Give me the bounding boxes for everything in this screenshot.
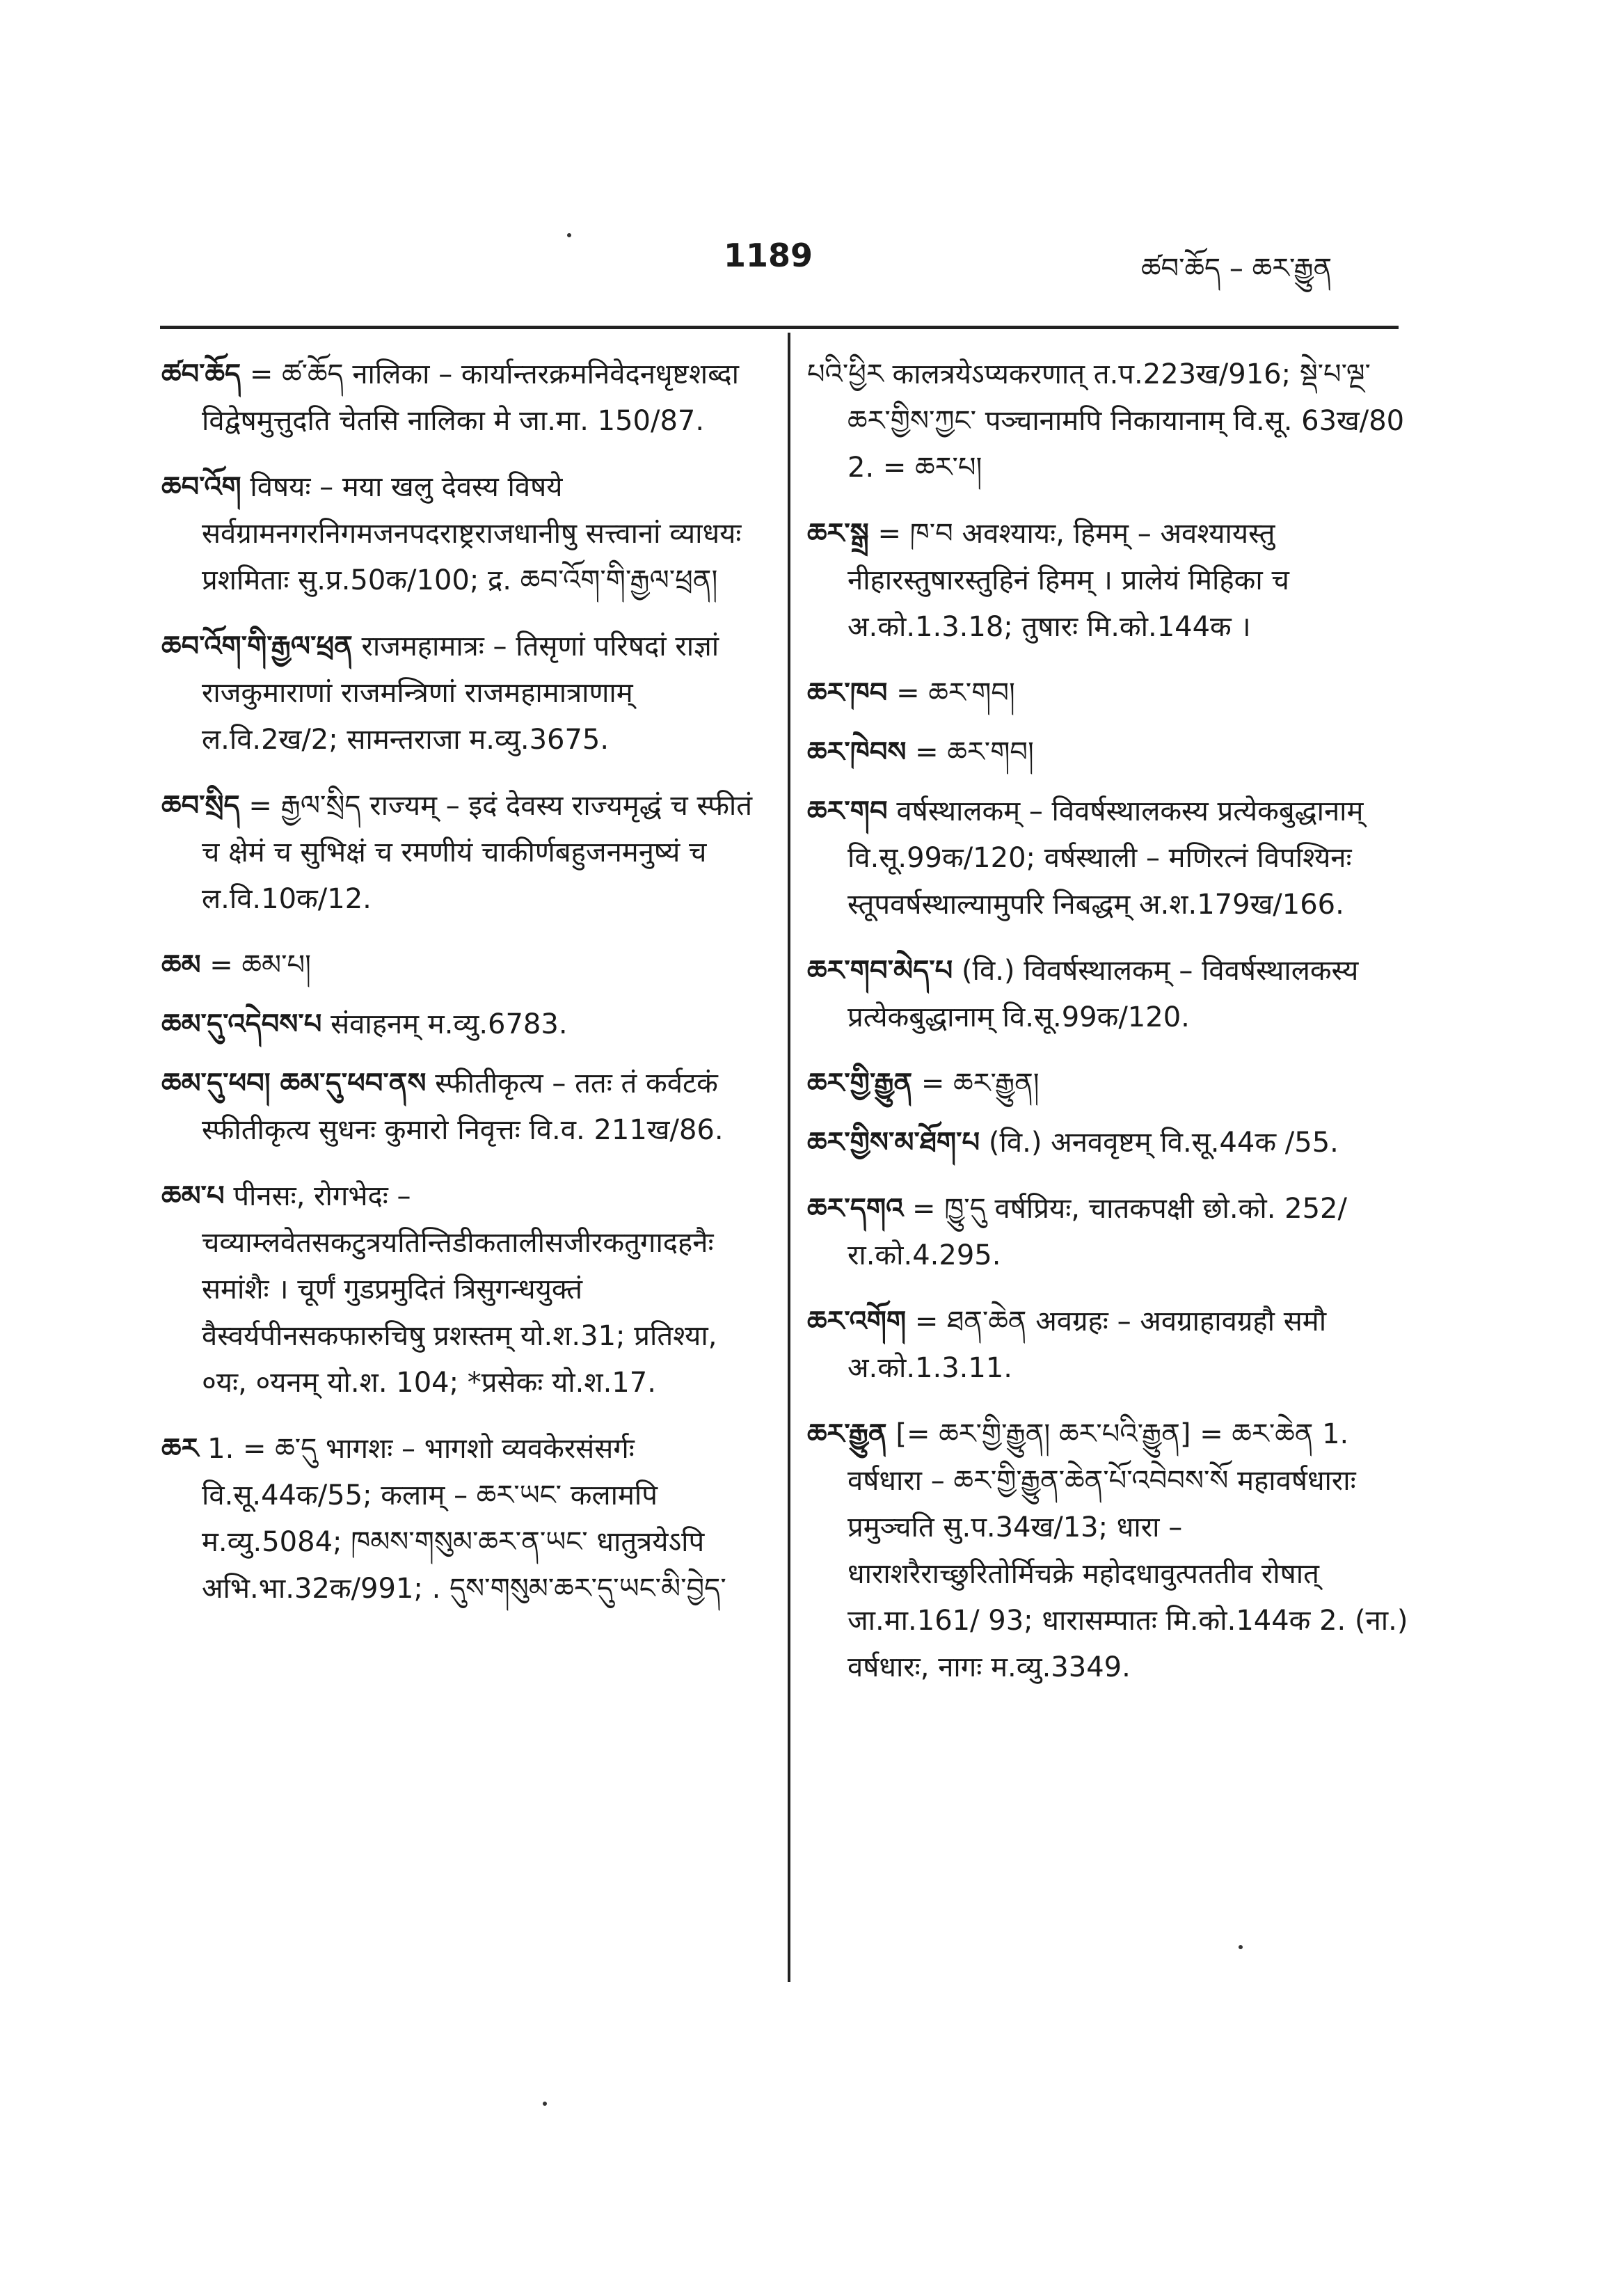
- entry-body: स्फीतीकृत्य – ततः तं कर्वटकं स्फीतीकृत्य सुधनः कुमारो निवृत्तः वि.व. 211ख/86.: [202, 1067, 724, 1146]
- entry-body: = རྒྱལ་སྲིད राज्यम् – इदं देवस्य राज्यमृद्धं च स्फीतं च क्षेमं च सुभिक्षं च रमणीयं चाकीर्णबहुजनमनुष्यं च ल.वि.10क/12.: [202, 790, 753, 915]
- dictionary-entry: [161, 464, 767, 604]
- right-column: [807, 351, 1412, 1710]
- entry-body: [= ཆར་གྱི་རྒྱུན། ཆར་པའི་རྒྱུན] = ཆར་ཆེན 1. वर्षधारा – ཆར་གྱི་རྒྱུན་ཆེན་པོ་འབེབས་སོ महावर्षधाराः प्रमुञ्चति सु.प.34ख/13; धारा – धाराशरैराच्छुरितोर्मिचक्रे महोदधावुत्पततीव रोषात् जा.मा.161/ 93; धारासम्पातः मि.को.144क 2. (ना.) वर्षधारः, नागः म.व्यु.3349.: [847, 1418, 1408, 1683]
- entry-headword: ཆར: [161, 1433, 199, 1465]
- entry-headword: ཆབ་འོག: [161, 471, 241, 503]
- column-divider: [788, 333, 790, 1982]
- entry-headword: ཆར་འགོག: [807, 1305, 907, 1338]
- dictionary-entry: [807, 1186, 1412, 1279]
- dictionary-entry: [161, 351, 767, 445]
- entry-body: པའི་ཕྱིར कालत्रयेऽप्यकरणात् त.प.223ख/916; སྡེ་པ་ལྔ་ཆར་གྱིས་ཀྱང་ पञ्चानामपि निकायानाम् वि.सू. 63ख/80 2. = ཆར་པ།: [807, 358, 1405, 484]
- entry-body: वर्षस्थालकम् – विवर्षस्थालकस्य प्रत्येकबुद्धानाम् वि.सू.99क/120; वर्षस्थाली – मणिरत्नं विपश्यिनः स्तूपवर्षस्थाल्यामुपरि निबद्धम् अ.श.179ख/166.: [847, 795, 1364, 921]
- entry-headword: ཆར་སྒྲ: [807, 518, 869, 550]
- decorative-dot: [1239, 1945, 1243, 1949]
- left-column: [161, 351, 767, 1632]
- entry-body: 1. = ཆ་དུ भागशः – भागशो व्यवकेरसंसर्गः वि.सू.44क/55; कलाम् – ཆར་ཡང་ कलामपि म.व्यु.5084; ཁམས་གསུམ་ཆར་ན་ཡང་ धातुत्रयेऽपि अभि.भा.32क/991; . དུས་གསུམ་ཆར་དུ་ཡང་མི་བྱེད་: [202, 1433, 726, 1605]
- dictionary-entry: [161, 1001, 767, 1048]
- entry-headword: ཚབ་ཆོད: [161, 358, 241, 390]
- entry-body: राजमहामात्रः – तिसृणां परिषदां राज्ञां राजकुमाराणां राजमन्त्रिणां राजमहामात्राणाम् ल.वि.2ख/2; सामन्तराजा म.व्यु.3675.: [202, 630, 719, 756]
- dictionary-entry: [807, 948, 1412, 1041]
- entry-headword: ཆམ་དུ་ཕབ། ཆམ་དུ་ཕབ་ནས: [161, 1067, 427, 1100]
- entry-body: = ཆར་གབ།: [896, 677, 1015, 709]
- dictionary-entry: [807, 511, 1412, 651]
- entry-headword: ཆམ་དུ་འདེབས་པ: [161, 1008, 322, 1040]
- entry-body: पीनसः, रोगभेदः – चव्याम्लवेतसकटुत्रयतिन्तिडीकतालीसजीरकतुगादहनैः समांशैः । चूर्णं गुडप्रमुदितं त्रिसुगन्धयुक्तं वैस्वर्यपीनसकफारुचिषु प्रशस्तम् यो.श.31; प्रतिश्या, ०यः, ०यनम् यो.श. 104; *प्रसेकः यो.श.17.: [202, 1180, 717, 1399]
- entry-headword: ཆར་གྱི་རྒྱུན: [807, 1067, 913, 1100]
- dictionary-entry: [161, 1173, 767, 1406]
- entry-body: = ཚ་ཆོད नालिका – कार्यान्तरक्रमनिवेदनधृष्टशब्दा विद्वेषमुत्तुदति चेतसि नालिका मे जा.मा. 150/87.: [202, 358, 739, 437]
- dictionary-entry: [161, 1061, 767, 1154]
- dictionary-entry: [807, 1061, 1412, 1107]
- entry-body: संवाहनम् म.व्यु.6783.: [331, 1008, 568, 1040]
- entry-headword: ཆར་དགའ: [807, 1193, 904, 1225]
- entry-body: = ཁ་བ अवश्यायः, हिमम् – अवश्यायस्तु नीहारस्तुषारस्तुहिनं हिमम् । प्रालेयं मिहिका च अ.को.1.3.18; तुषारः मि.को.144क ।: [847, 518, 1289, 643]
- entry-headword: ཆར་ཁེབས: [807, 736, 907, 768]
- entry-headword: ཆར་ཁབ: [807, 677, 888, 709]
- dictionary-entry-continued: [807, 351, 1412, 491]
- entry-body: विषयः – मया खलु देवस्य विषये सर्वग्रामनगरनिगमजनपदराष्ट्रराजधानीषु सत्त्वानां व्याधयः प्रशमिताः सु.प्र.50क/100; द्र. ཆབ་འོག་གི་རྒྱལ་ཕྲན།: [202, 471, 742, 596]
- dictionary-entry: [807, 1120, 1412, 1166]
- dictionary-entry: [161, 1426, 767, 1612]
- entry-headword: ཆམ: [161, 949, 201, 981]
- entry-body: = ཁྱུ་དུ वर्षप्रियः, चातकपक्षी छो.को. 252/रा.को.4.295.: [847, 1193, 1347, 1271]
- dictionary-entry: [807, 670, 1412, 717]
- entry-body: = ཐན་ཆེན अवग्रहः – अवग्राहावग्रहौ समौ अ.को.1.3.11.: [847, 1305, 1327, 1384]
- entry-body: = ཆམ་པ།: [209, 949, 311, 981]
- page-number: 1189: [724, 237, 813, 274]
- entry-headword: ཆབ་སྲིད: [161, 790, 240, 822]
- entry-body: (वि.) अनववृष्टम् वि.सू.44क /55.: [988, 1127, 1339, 1159]
- entry-body: = ཆར་གབ།: [915, 736, 1034, 768]
- dictionary-entry: [161, 783, 767, 923]
- dictionary-entry: [807, 788, 1412, 928]
- entry-headword: ཆར་གྱིས་མ་ཐོག་པ: [807, 1127, 980, 1159]
- dictionary-entry: [807, 1299, 1412, 1392]
- dictionary-entry: [161, 942, 767, 989]
- entry-body: = ཆར་རྒྱུན།: [921, 1067, 1040, 1100]
- entry-headword: ཆར་རྒྱུན: [807, 1418, 887, 1450]
- entry-headword: ཆབ་འོག་གི་རྒྱལ་ཕྲན: [161, 630, 353, 662]
- entry-headword: ཆམ་པ: [161, 1180, 225, 1212]
- running-head: ཚབ་ཆོད – ཆར་རྒྱུན: [1141, 253, 1332, 285]
- dictionary-entry: [807, 1411, 1412, 1691]
- dictionary-entry: [161, 624, 767, 763]
- header-rule: [160, 326, 1399, 329]
- entry-headword: ཆར་གབ: [807, 795, 888, 827]
- entry-body: (वि.) विवर्षस्थालकम् – विवर्षस्थालकस्य प्रत्येकबुद्धानाम् वि.सू.99क/120.: [847, 955, 1359, 1033]
- dictionary-entry: [807, 729, 1412, 776]
- decorative-dot: [567, 233, 571, 237]
- entry-headword: ཆར་གབ་མེད་པ: [807, 955, 953, 987]
- decorative-dot: [543, 2102, 547, 2106]
